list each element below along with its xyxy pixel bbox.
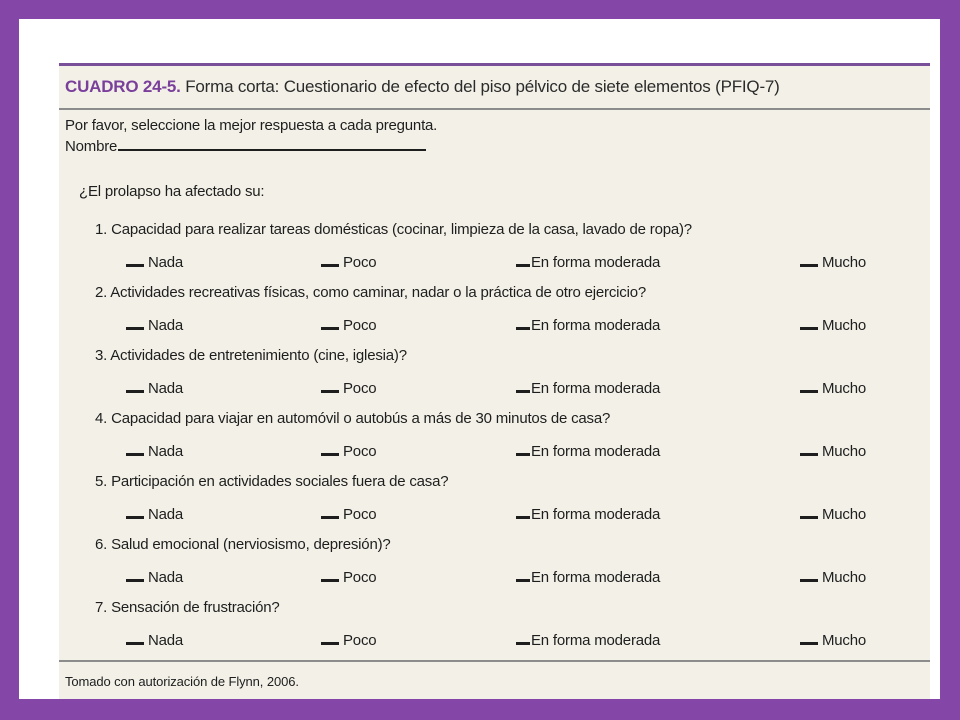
option-label: Poco [343,380,377,397]
answer-blank[interactable] [516,567,530,582]
option-mucho[interactable] [800,315,866,334]
question-6: 6. Salud emocional (nerviosismo, depresión)? [95,536,391,553]
answer-blank[interactable] [126,315,144,330]
option-mucho[interactable] [800,567,866,586]
table-title-text: Forma corta: Cuestionario de efecto del piso pélvico de siete elementos (PFIQ-7) [185,77,780,96]
answer-blank[interactable] [800,252,818,267]
answer-blank[interactable] [321,630,339,645]
instructions [65,115,437,157]
option-poco[interactable] [321,252,376,271]
option-label: Nada [148,569,184,586]
option-nada[interactable] [126,315,183,334]
question-2: 2. Actividades recreativas físicas, como caminar, nadar o la práctica de otro ejercicio? [95,284,647,301]
option-en-forma-moderada[interactable] [516,315,660,334]
option-poco[interactable] [321,630,376,649]
option-label: Mucho [822,380,867,397]
answer-row-4 [59,441,930,463]
answer-blank[interactable] [126,441,144,456]
answer-blank[interactable] [800,504,818,519]
answer-blank[interactable] [800,630,818,645]
question-5: 5. Participación en actividades sociales fuera de casa? [95,473,449,490]
answer-blank[interactable] [126,630,144,645]
answer-blank[interactable] [800,315,818,330]
question-4: 4. Capacidad para viajar en automóvil o autobús a más de 30 minutos de casa? [95,410,611,427]
answer-row-6 [59,567,930,589]
option-en-forma-moderada[interactable] [516,567,660,586]
option-label: En forma moderada [531,569,661,586]
answer-blank[interactable] [516,378,530,393]
option-en-forma-moderada[interactable] [516,252,660,271]
option-nada[interactable] [126,378,183,397]
name-field[interactable] [118,136,426,151]
answer-blank[interactable] [800,567,818,582]
option-label: Poco [343,254,377,271]
option-mucho[interactable] [800,378,866,397]
instructions-text: Por favor, seleccione la mejor respuesta a cada pregunta. [65,117,438,134]
option-poco[interactable] [321,504,376,523]
option-label: Nada [148,506,184,523]
option-nada[interactable] [126,252,183,271]
option-poco[interactable] [321,378,376,397]
option-poco[interactable] [321,567,376,586]
option-label: Poco [343,569,377,586]
option-en-forma-moderada[interactable] [516,441,660,460]
answer-blank[interactable] [800,378,818,393]
answer-row-5 [59,504,930,526]
option-en-forma-moderada[interactable] [516,378,660,397]
answer-blank[interactable] [516,630,530,645]
option-poco[interactable] [321,441,376,460]
answer-blank[interactable] [126,378,144,393]
option-label: Poco [343,506,377,523]
option-mucho[interactable] [800,504,866,523]
answer-blank[interactable] [321,315,339,330]
divider [59,660,930,662]
answer-blank[interactable] [800,441,818,456]
answer-blank[interactable] [321,504,339,519]
question-3: 3. Actividades de entretenimiento (cine, iglesia)? [95,347,407,364]
option-label: En forma moderada [531,506,661,523]
name-row [65,136,437,157]
option-label: Mucho [822,632,867,649]
option-poco[interactable] [321,315,376,334]
option-mucho[interactable] [800,630,866,649]
answer-blank[interactable] [321,378,339,393]
answer-blank[interactable] [516,252,530,267]
option-label: En forma moderada [531,254,661,271]
answer-blank[interactable] [516,315,530,330]
option-label: Mucho [822,254,867,271]
table-title [65,77,780,97]
option-label: Nada [148,632,184,649]
option-label: Nada [148,254,184,271]
name-label: Nombre [65,138,118,155]
source-note: Tomado con autorización de Flynn, 2006. [65,674,299,689]
option-label: Poco [343,317,377,334]
option-label: En forma moderada [531,632,661,649]
option-en-forma-moderada[interactable] [516,630,660,649]
option-label: Nada [148,317,184,334]
answer-row-7 [59,630,930,652]
option-en-forma-moderada[interactable] [516,504,660,523]
option-label: En forma moderada [531,317,661,334]
question-1: 1. Capacidad para realizar tareas domésticas (cocinar, limpieza de la casa, lavado de ropa)? [95,221,692,238]
option-label: Mucho [822,569,867,586]
option-mucho[interactable] [800,252,866,271]
option-label: Poco [343,443,377,460]
option-nada[interactable] [126,441,183,460]
answer-row-3 [59,378,930,400]
question-7: 7. Sensación de frustración? [95,599,280,616]
top-rule [59,63,930,66]
answer-blank[interactable] [321,252,339,267]
questionnaire-box [59,63,930,699]
option-label: Nada [148,380,184,397]
option-label: Mucho [822,443,867,460]
intro-question: ¿El prolapso ha afectado su: [79,183,265,200]
option-label: Poco [343,632,377,649]
option-label: Mucho [822,506,867,523]
answer-blank[interactable] [321,441,339,456]
option-nada[interactable] [126,567,183,586]
divider [59,108,930,110]
answer-blank[interactable] [321,567,339,582]
option-mucho[interactable] [800,441,866,460]
slide [19,19,940,699]
answer-blank[interactable] [516,504,530,519]
option-label: En forma moderada [531,443,661,460]
table-number: CUADRO 24-5. [65,77,181,96]
answer-blank[interactable] [126,252,144,267]
option-label: Nada [148,443,184,460]
answer-row-1 [59,252,930,274]
answer-row-2 [59,315,930,337]
option-label: En forma moderada [531,380,661,397]
answer-blank[interactable] [516,441,530,456]
option-nada[interactable] [126,630,183,649]
answer-blank[interactable] [126,567,144,582]
option-nada[interactable] [126,504,183,523]
option-label: Mucho [822,317,867,334]
answer-blank[interactable] [126,504,144,519]
